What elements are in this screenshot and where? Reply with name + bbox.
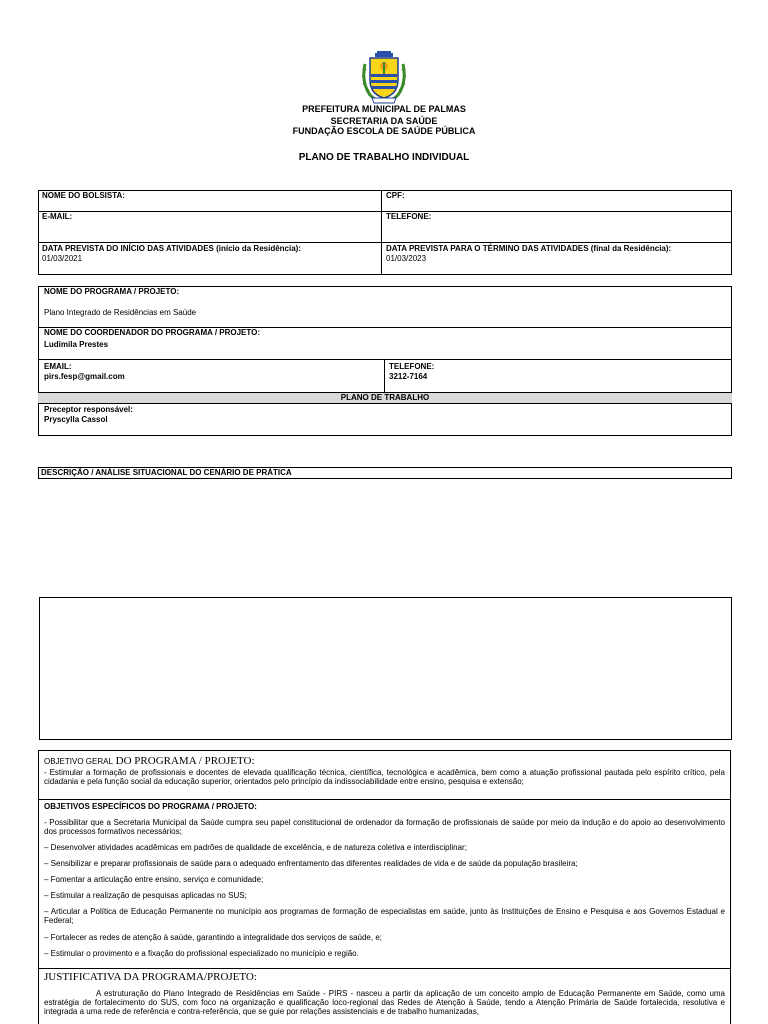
- objetivo-item-1: - Possibilitar que a Secretaria Municipal da Saúde cumpra seu papel constitucional de ordenador da formação de profissionais de saúde por meio da indução e do apoio ao desenvolvimento dos processos formativos necessários;: [44, 818, 725, 836]
- preceptor-value: Pryscylla Cassol: [44, 415, 108, 424]
- email-programa-value: pirs.fesp@gmail.com: [44, 372, 125, 381]
- descricao-content-box: [39, 597, 732, 740]
- objetivo-item-3: – Sensibilizar e preparar profissionais de saúde para o adequado enfrentamento das diferentes realidades de vida e de saúde da população brasileira;: [44, 859, 578, 868]
- objetivo-item-4: – Fomentar a articulação entre ensino, serviço e comunidade;: [44, 875, 264, 884]
- bolsista-table: [38, 190, 732, 275]
- header-line-2: SECRETARIA DA SAÚDE: [330, 116, 438, 126]
- termino-value: 01/03/2023: [386, 254, 427, 263]
- objetivo-geral-title: [44, 751, 255, 769]
- objetivo-geral-text: - Estimular a formação de profissionais e docentes de elevada qualificação técnica, científica, tecnológica e acadêmica, bem como a atuação profissional pautada pelo espírito crítico, pela cidadania e pela função social da educação superior, orientados pelo princípio da indissociabilidade entre ensino, pesquisa e extensão;: [44, 768, 725, 786]
- coordenador-label: NOME DO COORDENADOR DO PROGRAMA / PROJETO:: [44, 328, 261, 337]
- telefone-bolsista-label: TELEFONE:: [386, 212, 432, 221]
- justificativa-label: JUSTIFICATIVA DA PROGRAMA/PROJETO:: [44, 971, 257, 983]
- document-title: PLANO DE TRABALHO INDIVIDUAL: [298, 152, 470, 163]
- objetivo-geral-label-suffix: DO PROGRAMA / PROJETO:: [112, 755, 255, 767]
- telefone-programa-value: 3212-7164: [389, 372, 428, 381]
- termino-label: DATA PREVISTA PARA O TÉRMINO DAS ATIVIDADES (final da Residência):: [386, 244, 672, 253]
- header-line-3: FUNDAÇÃO ESCOLA DE SAÚDE PÚBLICA: [292, 126, 476, 136]
- email-bolsista-label: E-MAIL:: [42, 212, 73, 221]
- objetivo-item-5: – Estimular a realização de pesquisas aplicadas no SUS;: [44, 891, 247, 900]
- nome-programa-value: Plano Integrado de Residências em Saúde: [44, 308, 197, 317]
- objetivo-item-6: – Articular a Política de Educação Permanente no município aos programas de formação de especialistas em saúde, junto às Instituições de Ensino e Pesquisa e aos Governos Estadual e Federal;: [44, 907, 725, 925]
- telefone-programa-label: TELEFONE:: [389, 362, 435, 371]
- coordenador-value: Ludimila Prestes: [44, 340, 109, 349]
- justificativa-text: A estruturação do Plano Integrado de Residências em Saúde - PIRS - nasceu a partir da aplicação de um conceito amplo de Educação Permanente em Saúde, como uma estratégia de fortalecimento do SUS, com foco na organização e qualificação loco-regional das Redes de Atenção à Saúde, tendo a Atenção Primária de Saúde fortalecida, resolutiva e integrada a uma rede de referência e contra-referência, que se guie por relações assistenciais e de trabalho humanizadas,: [44, 989, 725, 1016]
- nome-programa-label: NOME DO PROGRAMA / PROJETO:: [44, 287, 180, 296]
- nome-bolsista-label: NOME DO BOLSISTA:: [42, 191, 125, 200]
- header-institution: [0, 104, 768, 136]
- plano-trabalho-header-text: PLANO DE TRABALHO: [340, 393, 430, 402]
- coat-of-arms-emblem: [358, 50, 410, 106]
- email-programa-label: EMAIL:: [44, 362, 72, 371]
- objetivo-item-2: – Desenvolver atividades acadêmicas em padrões de qualidade de excelência, e de natureza coletiva e interdisciplinar;: [44, 843, 467, 852]
- cpf-label: CPF:: [386, 191, 405, 200]
- inicio-value: 01/03/2021: [42, 254, 83, 263]
- plano-trabalho-header: [38, 392, 732, 404]
- descricao-label-box: [38, 467, 732, 479]
- objetivo-item-7: – Fortalecer as redes de atenção à saúde, garantindo a integralidade dos serviços de saúde, e;: [44, 933, 382, 942]
- inicio-label: DATA PREVISTA DO INÍCIO DAS ATIVIDADES (início da Residência):: [42, 244, 301, 253]
- objetivo-geral-label: OBJETIVO GERAL: [44, 757, 113, 766]
- preceptor-label: Preceptor responsável:: [44, 405, 133, 414]
- objetivo-item-8: – Estimular o provimento e a fixação do profissional especializado no município e região.: [44, 949, 359, 958]
- header-line-1: PREFEITURA MUNICIPAL DE PALMAS: [302, 104, 466, 114]
- objetivos-especificos-label: OBJETIVOS ESPECÍFICOS DO PROGRAMA / PROJETO:: [44, 802, 257, 811]
- descricao-label: DESCRIÇÃO / ANÁLISE SITUACIONAL DO CENÁRIO DE PRÁTICA: [41, 468, 292, 477]
